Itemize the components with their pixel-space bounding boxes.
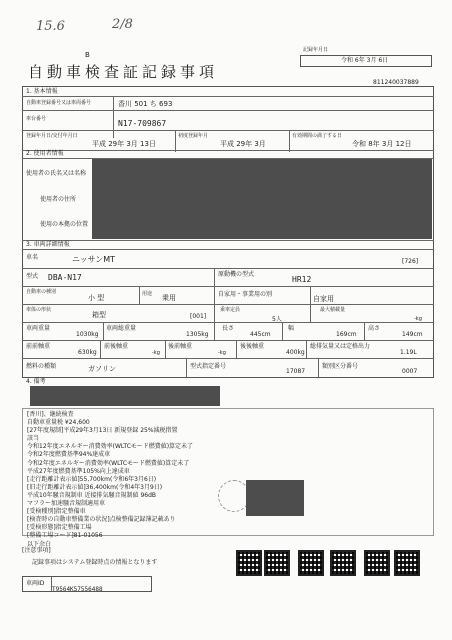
section-basic-heading: 1. 基本情報 — [26, 88, 58, 95]
displacement: 1.19L — [400, 349, 417, 356]
body-shape-code: [001] — [190, 313, 207, 320]
user-name-label: 使用者の氏名又は名称 — [26, 170, 87, 177]
section-remarks-heading: 4. 備考 — [26, 378, 46, 385]
rear-front-axle: -kg — [218, 350, 226, 356]
remark-line: [検査時の自動車整備業の状況]点検整備記録簿記載あり — [27, 516, 176, 524]
body-shape-label: 車体の形状 — [26, 307, 52, 313]
handwritten-mark-left: 15.6 — [36, 19, 65, 34]
vehicle-id-label: 車両ID — [26, 580, 45, 587]
chassis-number: N17-709867 — [118, 119, 167, 128]
front-rear-axle: -kg — [152, 350, 160, 356]
body-shape: 箱型 — [92, 311, 106, 319]
qr-code — [364, 550, 390, 576]
use-label: 用途 — [142, 291, 153, 297]
remark-line: [整備工場コード]81-01056 — [27, 532, 103, 540]
registration-date-label: 登録年月日/交付年月日 — [26, 133, 78, 139]
vehicle-weight-label: 車両重量 — [26, 325, 51, 332]
registration-number-label: 自動車登録番号又は車両番号 — [26, 100, 92, 106]
length-label: 長さ — [222, 325, 235, 332]
qr-code — [264, 550, 290, 576]
remarks-list — [27, 411, 193, 549]
section-user-heading: 2. 使用者情報 — [26, 150, 64, 157]
height-label: 高さ — [368, 325, 381, 332]
gross-weight: 1305kg — [186, 331, 209, 338]
notes-heading: [注意事項] — [22, 547, 51, 554]
qr-code — [236, 550, 262, 576]
remark-line: 平成27年度燃費基準105%向上達成車 — [27, 467, 130, 475]
user-address-label: 使用者の住所 — [40, 196, 77, 203]
vehicle-weight: 1030kg — [76, 331, 99, 338]
engine-model: HR12 — [292, 275, 312, 284]
type-designation-number: 17087 — [286, 368, 306, 375]
use: 乗用 — [162, 294, 176, 302]
height: 149cm — [402, 331, 423, 338]
front-rear-axle-label: 前後軸重 — [104, 343, 129, 350]
remark-line: 自動車重量税 ¥24,600 — [27, 419, 90, 427]
remark-line: 該当 — [27, 435, 40, 443]
max-load-label: 最大積載量 — [320, 307, 346, 313]
vehicle-id: T9564K57556488 — [52, 586, 103, 593]
document-title: 自動車検査証記録事項 — [28, 63, 219, 81]
remark-line: [香川]、継続検査 — [27, 411, 74, 418]
registration-number: 香川 501 ち 693 — [118, 100, 173, 108]
serial-number: 811240037889 — [373, 79, 419, 86]
remark-line: [旧走行距離計表示値]36,400km(令和4年3月9日) — [27, 483, 163, 491]
model: DBA-N17 — [48, 273, 82, 282]
redacted-user-info — [92, 159, 432, 239]
vehicle-name: ニッサンMT — [72, 255, 116, 264]
vehicle-kind: 小 型 — [88, 294, 105, 302]
class-number-label: 類別区分番号 — [322, 363, 359, 370]
rear-rear-axle-label: 後後軸重 — [240, 343, 265, 350]
remark-line: 令和2年度燃費基準94%達成車 — [27, 451, 111, 459]
redacted-remarks-top — [30, 386, 220, 406]
fuel-type: ガソリン — [88, 365, 116, 373]
remark-line: 平成10年騒音規制車 近接排気騒音規制値 96dB — [27, 491, 157, 499]
width-label: 幅 — [288, 325, 295, 332]
fuel-type-label: 燃料の種類 — [26, 363, 57, 370]
vehicle-name-code: [726] — [402, 258, 419, 265]
first-registration: 平成 29年 3月 — [220, 140, 266, 148]
notes-text: 記録事項はシステム登録時点の情報となります — [32, 559, 158, 566]
remark-line: マフラー加速騒音規制適用車 — [27, 500, 106, 508]
rear-front-axle-label: 後前軸重 — [168, 343, 193, 350]
business-type-label: 自家用・事業用の別 — [218, 291, 273, 298]
section-vehicle-heading: 3. 車両詳細情報 — [26, 241, 70, 248]
qr-code — [298, 550, 324, 576]
form-mark: B — [85, 51, 90, 59]
remark-line: [受検種別]指定整備車 — [27, 508, 86, 516]
remark-line: [走行距離計表示値]55,700km(令和6年3月6日) — [27, 475, 157, 483]
displacement-label: 総排気量又は定格出力 — [310, 343, 371, 350]
record-date-label: 記録年月日 — [303, 47, 329, 53]
model-label: 型式 — [26, 273, 39, 280]
record-date-box — [300, 55, 432, 67]
qr-code — [330, 550, 356, 576]
remarks-box — [22, 408, 434, 548]
remark-line: 令和12年度エネルギー消費効率(WLTCモード燃費値)算定未了 — [27, 443, 194, 451]
rear-rear-axle: 400kg — [286, 349, 305, 356]
remark-line: [受検形態]指定整備工場 — [27, 524, 92, 532]
gross-weight-label: 車両総重量 — [106, 325, 137, 332]
handwritten-mark-right: 2/8 — [112, 17, 133, 32]
capacity: 5人 — [272, 316, 282, 323]
vehicle-name-label: 車名 — [26, 254, 39, 261]
business-type: 自家用 — [313, 295, 334, 303]
class-number: 0007 — [402, 368, 418, 375]
vehicle-kind-label: 自動車の種別 — [26, 289, 57, 295]
redacted-footer-block — [246, 480, 304, 516]
usage-base-label: 使用の本拠の位置 — [40, 221, 89, 228]
engine-model-label: 原動機の型式 — [218, 271, 255, 278]
first-registration-label: 初度登録年月 — [178, 133, 209, 139]
expiry-date: 令和 8年 3月 12日 — [352, 140, 412, 148]
capacity-label: 乗車定員 — [220, 307, 241, 313]
record-date: 令和 6年 3月 6日 — [341, 57, 389, 64]
qr-code — [394, 550, 420, 576]
remark-line: [27年度規制]平成29年3月13日 新規登録 25%減税措置 — [27, 427, 178, 435]
length: 445cm — [250, 331, 271, 338]
chassis-number-label: 車台番号 — [26, 116, 47, 122]
registration-date: 平成 29年 3月 13日 — [92, 140, 156, 148]
type-designation-label: 型式指定番号 — [190, 363, 227, 370]
front-front-axle-label: 前前軸重 — [26, 343, 51, 350]
width: 169cm — [336, 331, 357, 338]
front-front-axle: 630kg — [78, 349, 97, 356]
remark-line: 令和2年度エネルギー消費効率(WLTCモード燃費値)算定未了 — [27, 459, 190, 467]
expiry-date-label: 有効期間の満了する日 — [292, 133, 343, 139]
remark-line: 以下余白 — [27, 540, 52, 548]
max-load: -kg — [414, 316, 422, 322]
